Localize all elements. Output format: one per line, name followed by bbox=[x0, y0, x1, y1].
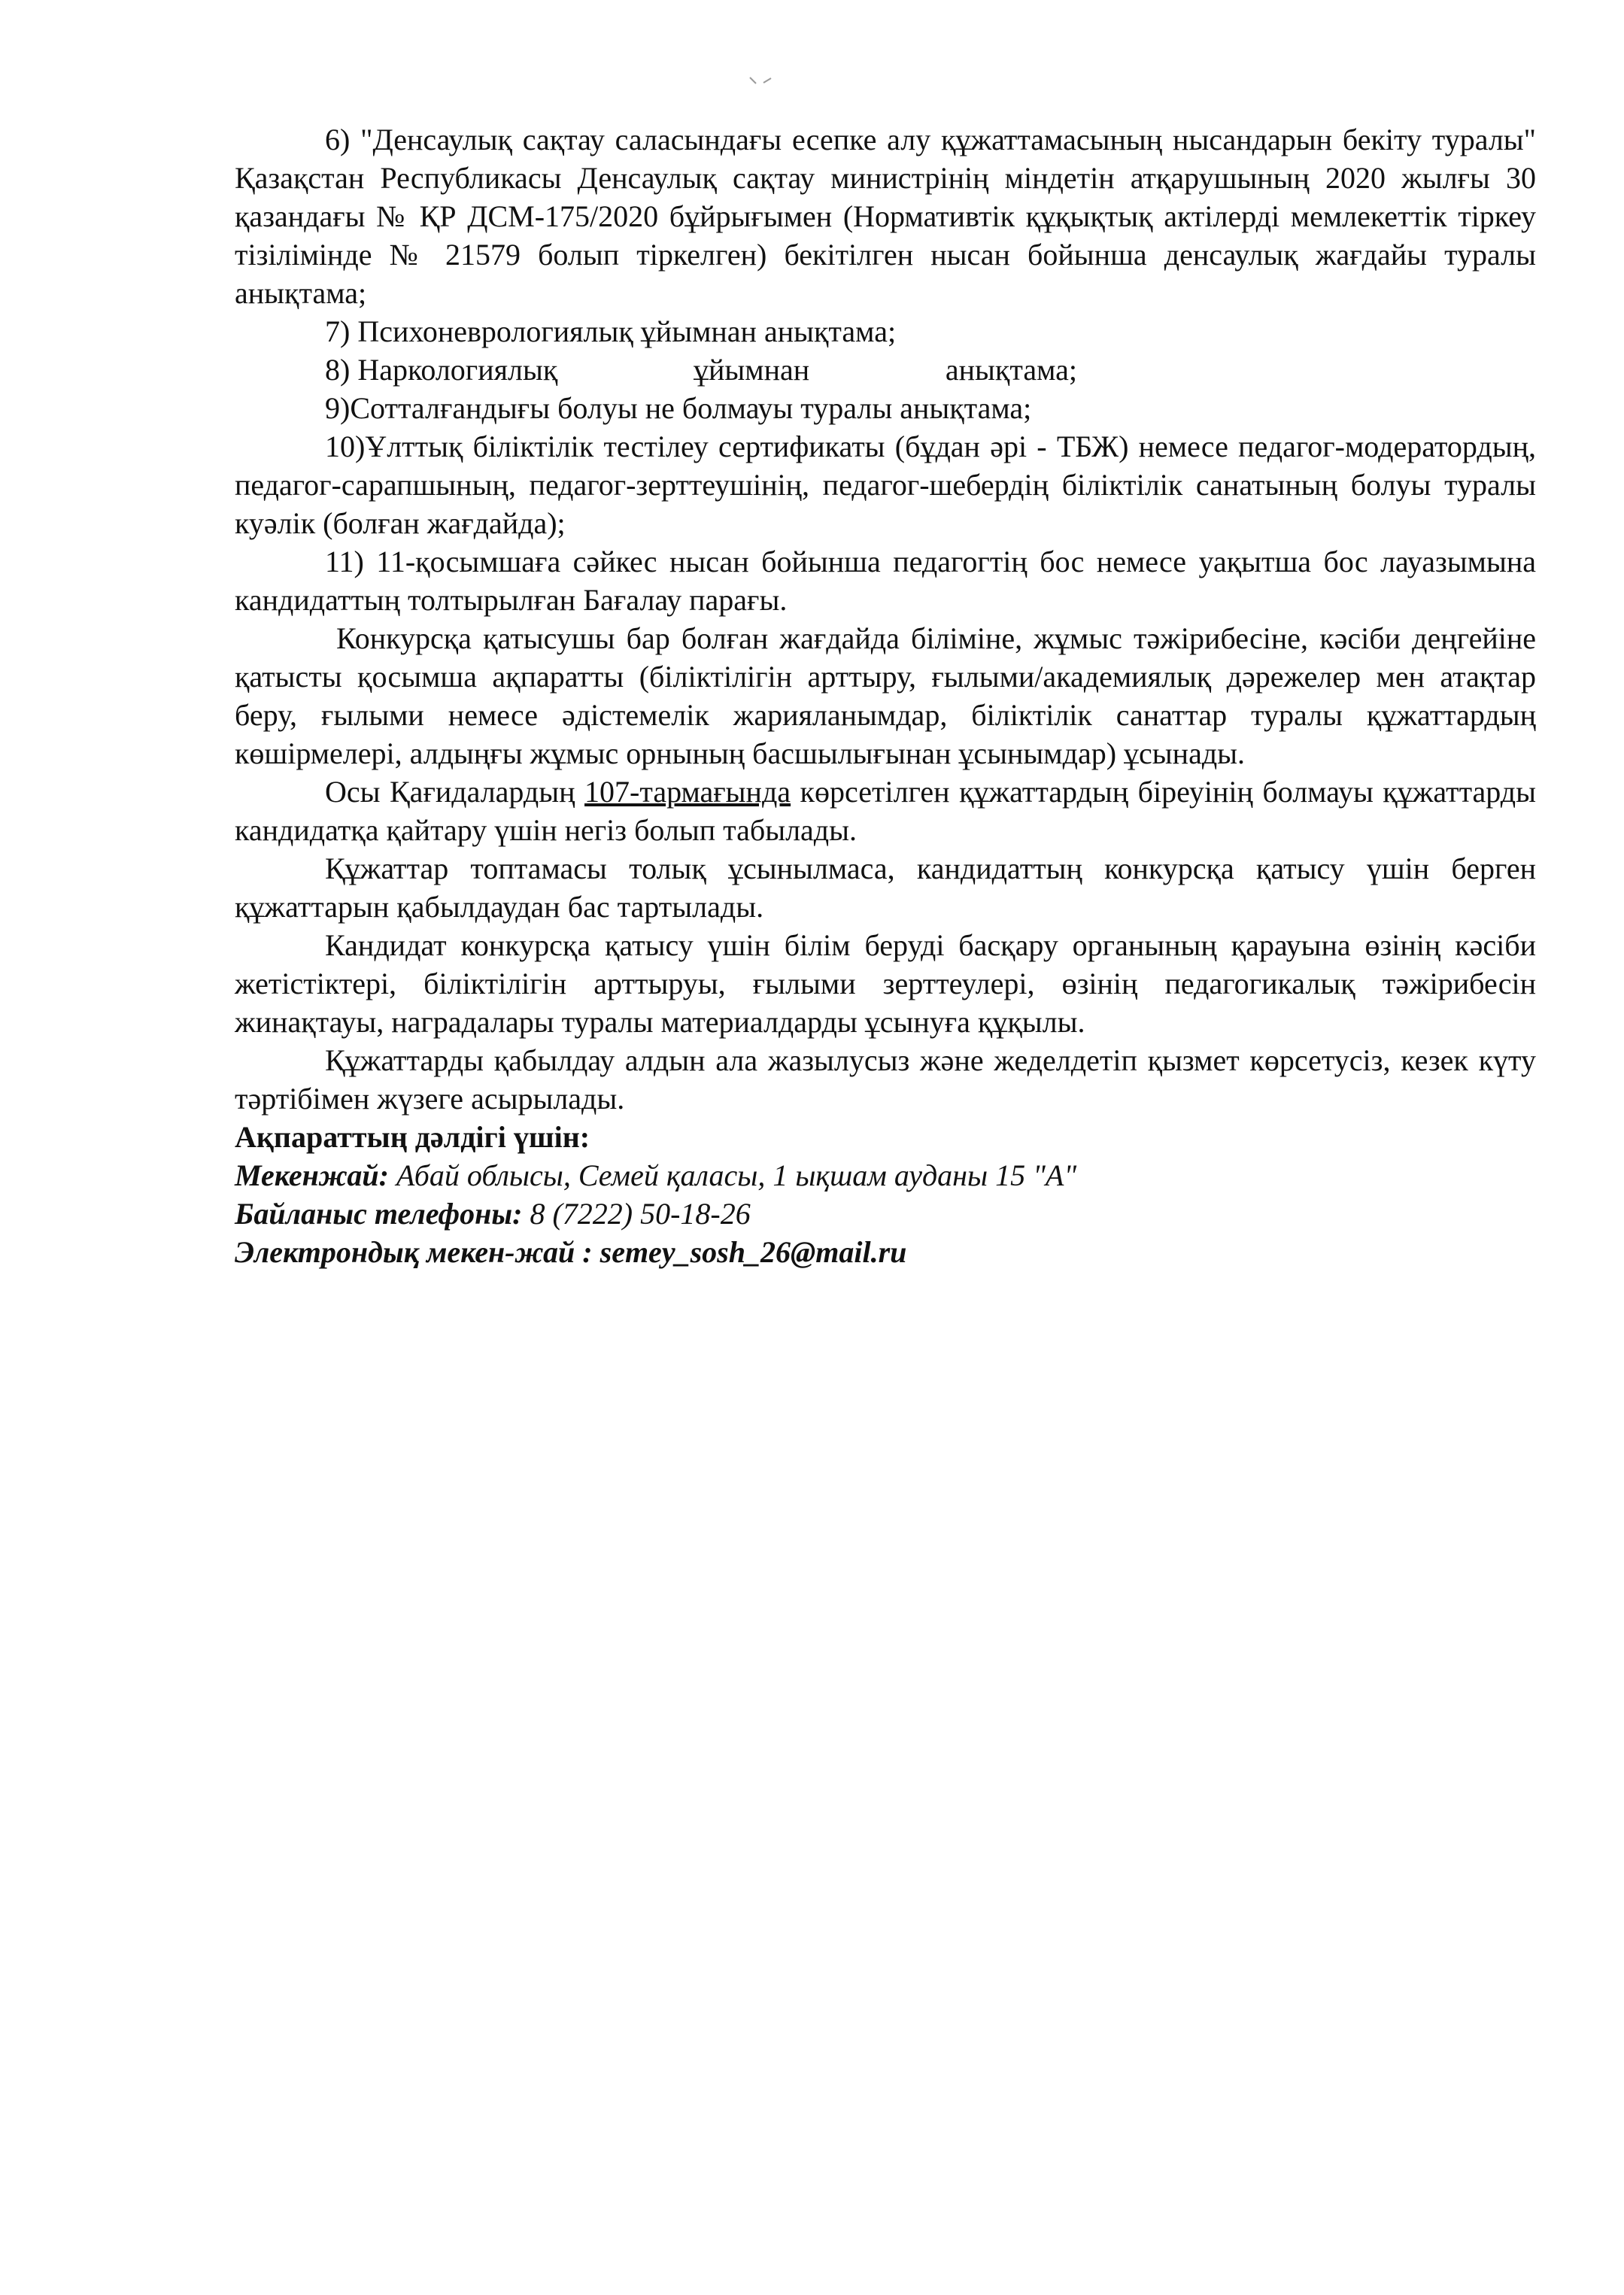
missing-docs-text-before: Осы Қағидалардың bbox=[325, 775, 585, 809]
paragraph-additional-info: Конкурсқа қатысушы бар болған жағдайда біліміне, жұмыс тәжірибесіне, кәсіби деңгейіне қатысты қосымша ақпаратты (біліктілігін арттыру, ғылыми/академиялық дәрежелер мен атақтар беру, ғылыми немесе әдістемелік жарияланымдар, біліктілік санаттар туралы құжаттардың көшірмелері, алдыңғы жұмыс орнының басшылығынан ұсынымдар) ұсынады. bbox=[235, 621, 1536, 770]
contact-email bbox=[235, 1233, 1536, 1271]
contacts-heading: Ақпараттың дәлдігі үшін: bbox=[235, 1120, 590, 1154]
missing-docs-text-after: көрсетілген құжаттардың біреуінің болмауы құжаттарды кандидатқа қайтару үшін негіз болып табылады. bbox=[235, 775, 1537, 847]
list-item-7: 7) Психоневрологиялық ұйымнан анықтама; bbox=[325, 314, 897, 348]
contact-phone bbox=[235, 1195, 1536, 1233]
paragraph-acceptance: Құжаттарды қабылдау алдын ала жазылусыз және жеделдетіп қызмет көрсетусіз, кезек күту тәртібімен жүзеге асырылады. bbox=[235, 1043, 1536, 1116]
phone-label: Байланыс телефоны: bbox=[235, 1197, 523, 1231]
rules-clause-link[interactable]: 107-тармағында bbox=[584, 775, 791, 809]
list-item-9: 9)Сотталғандығы болуы не болмауы туралы анықтама; bbox=[325, 391, 1032, 425]
list-item-8-part2: ұйымнан bbox=[694, 353, 810, 387]
email-value[interactable]: semey_sosh_26@mail.ru bbox=[592, 1235, 907, 1269]
phone-value: 8 (7222) 50-18-26 bbox=[522, 1197, 751, 1231]
list-item-8 bbox=[325, 351, 1077, 389]
paragraph-missing-documents bbox=[235, 773, 1536, 849]
document-body bbox=[235, 120, 1536, 1271]
scan-artifact-mark bbox=[748, 75, 776, 86]
address-label: Мекенжай: bbox=[235, 1158, 389, 1192]
list-item-11: 11) 11-қосымшаға сәйкес нысан бойынша педагогтің бос немесе уақытша бос лауазымына кандидаттың толтырылған Бағалау парағы. bbox=[235, 545, 1536, 617]
email-label: Электрондық мекен-жай : bbox=[235, 1235, 593, 1269]
paragraph-incomplete-package: Құжаттар топтамасы толық ұсынылмаса, кандидаттың конкурсқа қатысу үшін берген құжаттарын қабылдаудан бас тартылады. bbox=[235, 852, 1536, 924]
paragraph-candidate-right: Кандидат конкурсқа қатысу үшін білім беруді басқару органының қарауына өзінің кәсіби жетістіктері, біліктілігін арттыруы, ғылыми зерттеулері, өзінің педагогикалық тәжірибесін жинақтауы, наградалары туралы материалдарды ұсынуға құқылы. bbox=[235, 928, 1536, 1039]
address-value: Абай облысы, Семей қаласы, 1 ықшам ауданы 15 "А" bbox=[388, 1158, 1077, 1192]
list-item-8-part1: 8) Наркологиялық bbox=[325, 353, 558, 387]
list-item-6: 6) "Денсаулық сақтау саласындағы есепке алу құжаттамасының нысандарын бекіту туралы" Қазақстан Республикасы Денсаулық сақтау министрінің міндетін атқарушының 2020 жылғы 30 қазандағы № ҚР ДСМ-175/2020 бұйрығымен (Нормативтік құқықтық актілерді мемлекеттік тіркеу тізілімінде № 21579 болып тіркелген) бекітілген нысан бойынша денсаулық жағдайы туралы анықтама; bbox=[235, 123, 1536, 310]
list-item-8-part3: анықтама; bbox=[945, 353, 1077, 387]
contact-address bbox=[235, 1156, 1536, 1195]
list-item-10: 10)Ұлттық біліктілік тестілеу сертификаты (бұдан әрі - ТБЖ) немесе педагог-модератордың, педагог-сарапшының, педагог-зерттеушінің, педагог-шебердің біліктілік санатының болуы туралы куәлік (болған жағдайда); bbox=[235, 430, 1536, 540]
